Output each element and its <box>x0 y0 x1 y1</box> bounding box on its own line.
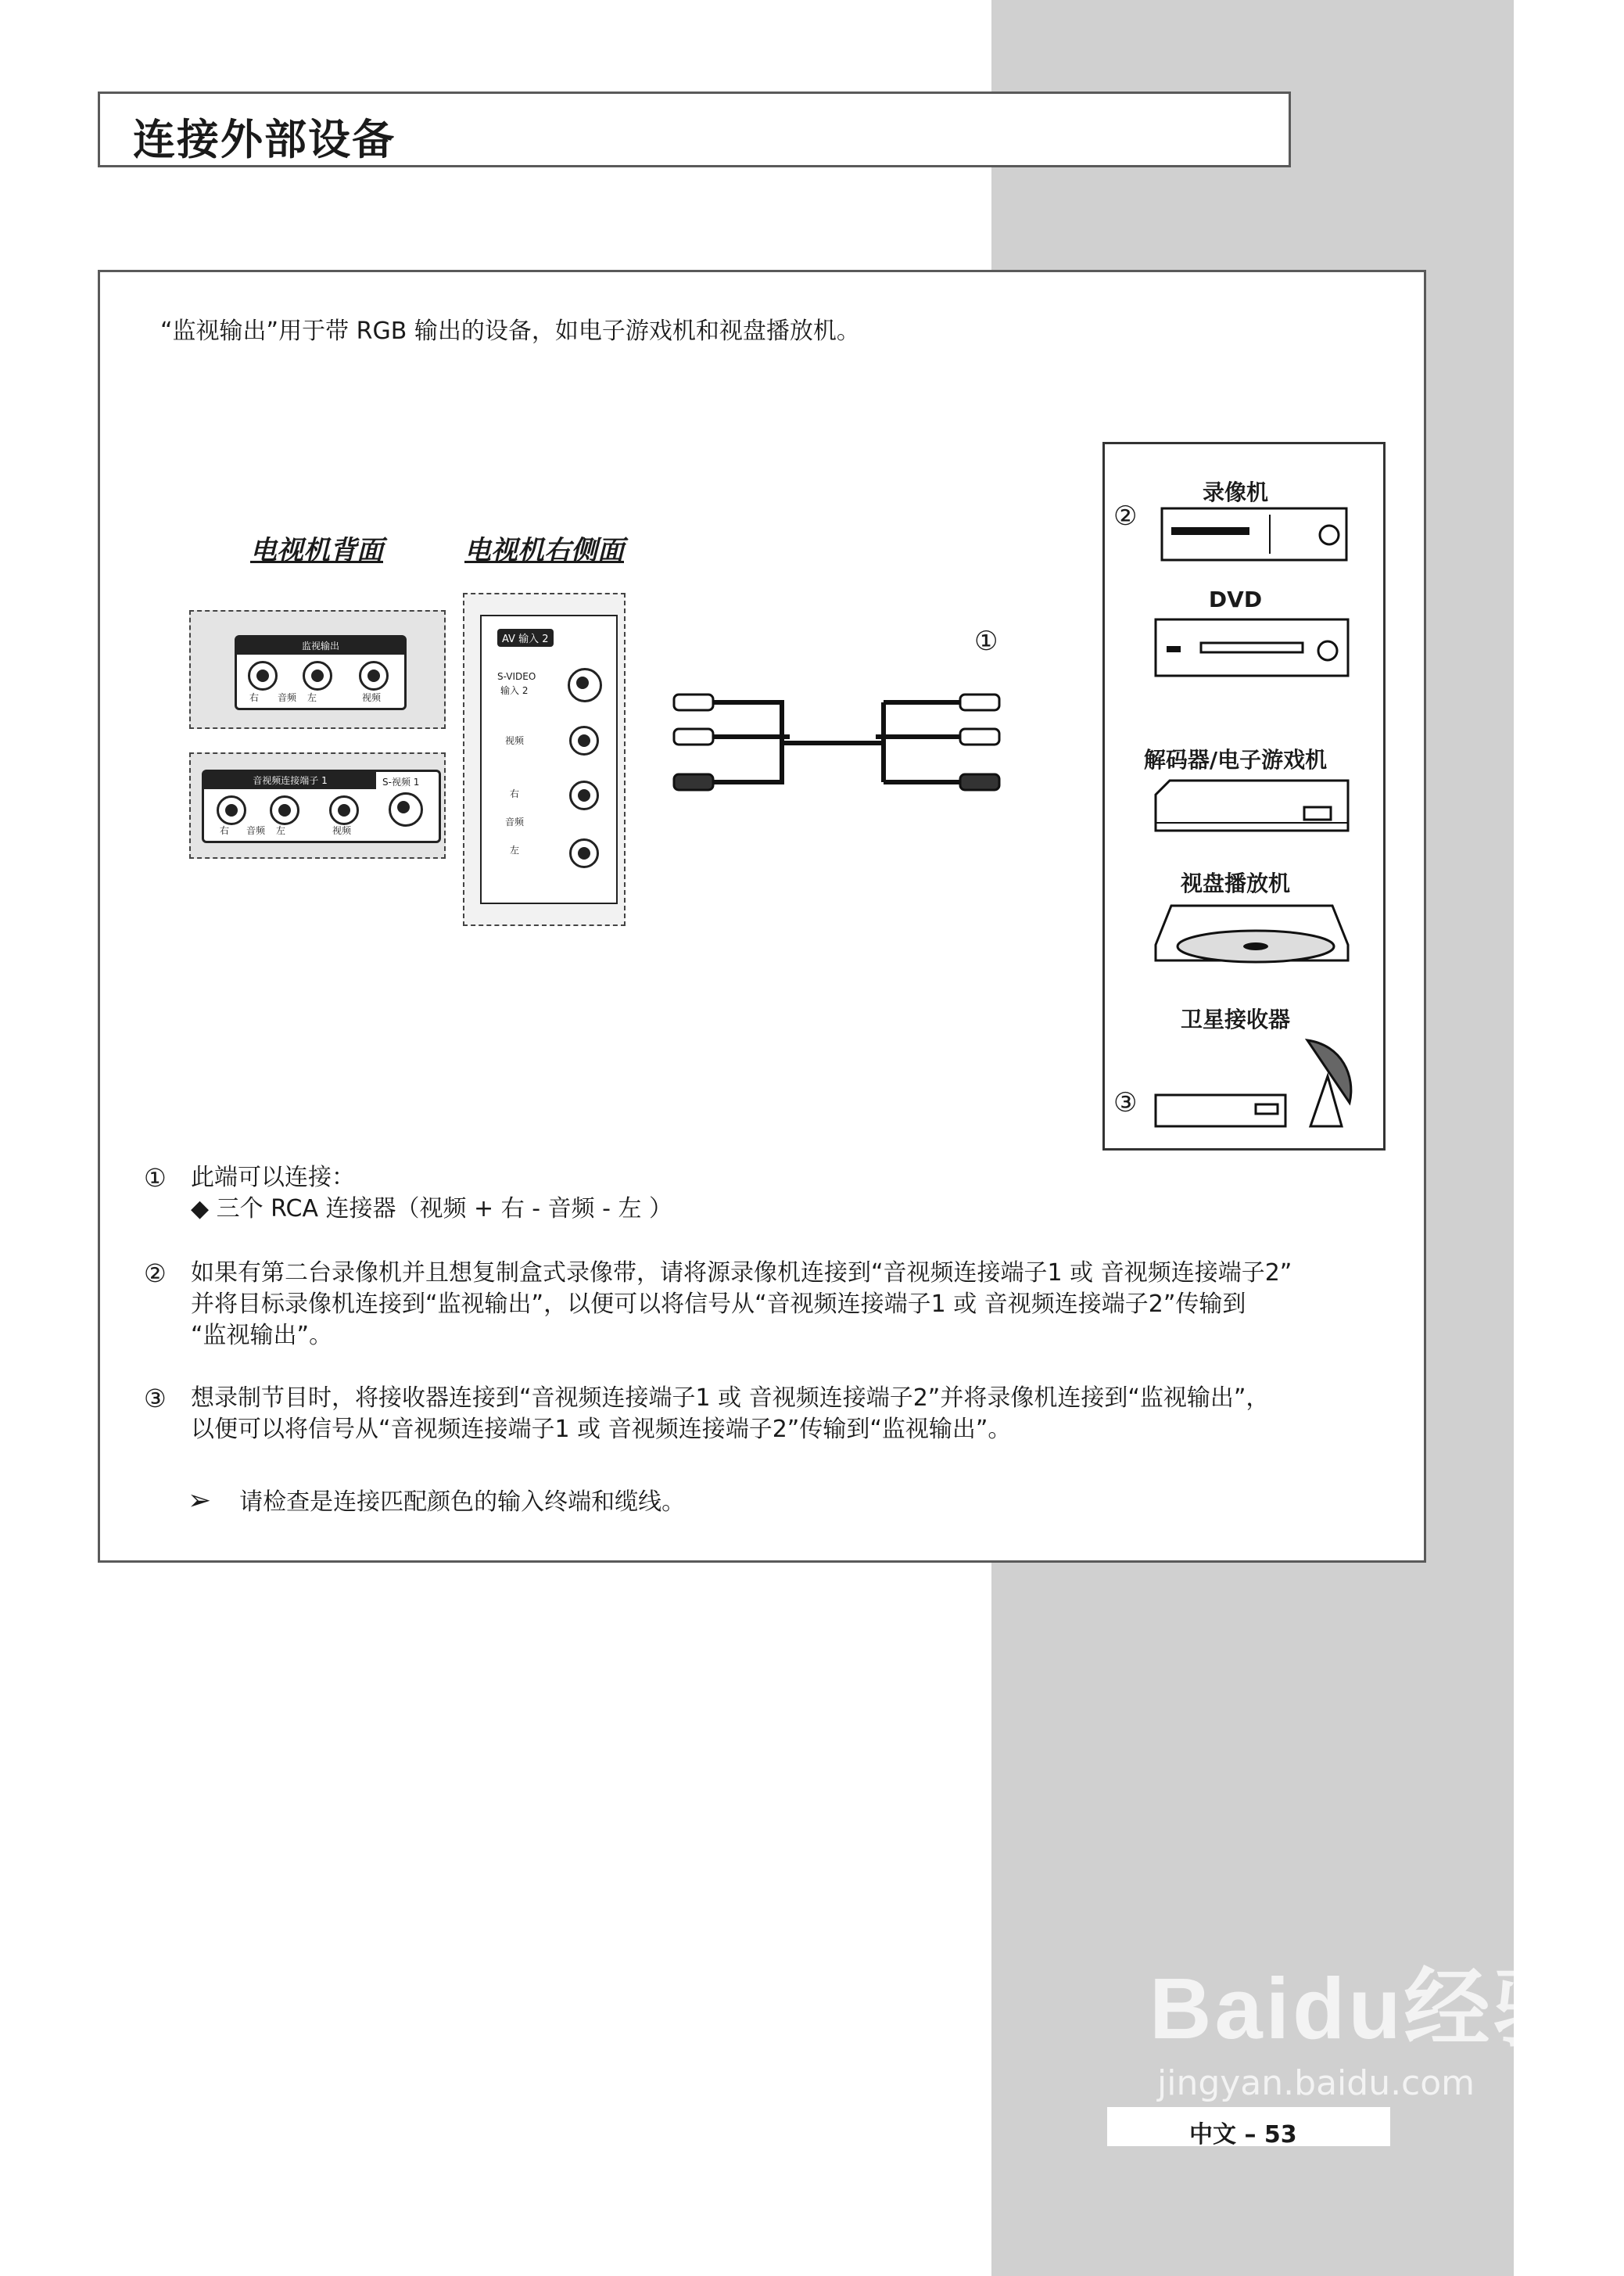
svideo1-jack <box>389 792 423 827</box>
av1-heading: 音视频连接端子 1 <box>204 772 376 789</box>
baidu-watermark <box>1149 1940 1583 2103</box>
av1-label-audio: 音频 <box>246 825 266 836</box>
av1-audio-left-jack <box>270 795 299 825</box>
video-jack <box>359 661 389 691</box>
svideo-label: S-VIDEO <box>497 671 536 682</box>
monitor-out-socket-group <box>235 635 407 710</box>
note-2-line-2: 并将目标录像机连接到“监视输出”，以便可以将信号从“音视频连接端子1 或 音视频连接端子2”传输到 <box>191 1291 1246 1318</box>
tv-back-label: 电视机背面 <box>250 535 383 566</box>
watermark-url: jingyan.baidu.com <box>1157 2063 1475 2103</box>
note-1-number: ① <box>144 1163 167 1193</box>
decoder-label: 解码器/电子游戏机 <box>1143 747 1328 773</box>
decoder-icon <box>1154 779 1350 834</box>
note-1-line-2: ◆ 三个 RCA 连接器（视频 + 右 - 音频 - 左 ） <box>191 1195 673 1222</box>
page-number: 中文 – 53 <box>1189 2121 1297 2149</box>
disc-player-icon <box>1154 898 1350 964</box>
av1-label-video: 视频 <box>332 825 352 836</box>
satellite-receiver-icon <box>1154 1029 1365 1131</box>
dvd-player-icon <box>1154 618 1350 677</box>
side-video-jack <box>569 726 599 756</box>
side-panel-face <box>480 615 618 904</box>
svideo2-jack <box>568 668 602 702</box>
video-label: 视频 <box>505 735 525 746</box>
label-right: 右 <box>249 692 260 703</box>
device-marker-3: ③ <box>1113 1087 1138 1118</box>
av1-socket-group <box>202 770 441 843</box>
av1-video-jack <box>329 795 359 825</box>
label-video: 视频 <box>362 692 382 703</box>
av1-label-right: 右 <box>220 825 230 836</box>
side-audio-right-jack <box>569 781 599 810</box>
note-1-line-1: 此端可以连接： <box>191 1164 355 1191</box>
av1-audio-right-jack <box>217 795 246 825</box>
note-2-line-1: 如果有第二台录像机并且想复制盒式录像带，请将源录像机连接到“音视频连接端子1 或 音视频连接端子2” <box>191 1259 1292 1287</box>
av2-badge: AV 输入 2 <box>497 629 554 647</box>
rca-cable-diagram <box>665 680 1009 806</box>
audio-left-jack <box>303 661 332 691</box>
dvd-label: DVD <box>1208 587 1263 612</box>
vcr-label: 录像机 <box>1202 479 1268 505</box>
note-2-line-3: “监视输出”。 <box>191 1322 333 1349</box>
back-panel-av1 <box>189 752 446 859</box>
back-panel-monitor-out <box>189 610 446 729</box>
page-number-box <box>1107 2107 1390 2149</box>
note-3-line-1: 想录制节目时，将接收器连接到“音视频连接端子1 或 音视频连接端子2”并将录像机连接到“监视输出”， <box>191 1384 1270 1412</box>
label-audio: 音频 <box>278 692 297 703</box>
side-left-label: 左 <box>510 845 520 856</box>
side-audio-label: 音频 <box>505 817 525 827</box>
side-panel-av2 <box>463 593 626 926</box>
side-audio-left-jack <box>569 838 599 868</box>
audio-right-jack <box>248 661 278 691</box>
label-left: 左 <box>307 692 317 703</box>
monitor-out-heading: 监视输出 <box>237 637 404 655</box>
av1-label-left: 左 <box>276 825 286 836</box>
disc-player-label: 视盘播放机 <box>1180 871 1290 896</box>
device-marker-2: ② <box>1113 501 1138 532</box>
note-3-line-2: 以便可以将信号从“音视频连接端子1 或 音视频连接端子2”传输到“监视输出”。 <box>191 1416 1012 1443</box>
note-3-number: ③ <box>144 1384 167 1413</box>
vcr-icon <box>1160 507 1348 562</box>
tv-side-label: 电视机右侧面 <box>464 535 624 566</box>
tip <box>188 1482 685 1517</box>
cable-marker: ① <box>974 626 998 657</box>
page-title: 连接外部设备 <box>133 115 396 164</box>
tip-arrow-icon: ➢ <box>188 1484 212 1517</box>
svideo-input2-label: 输入 2 <box>500 685 529 696</box>
svideo1-heading: S-视频 1 <box>382 777 420 788</box>
satellite-label: 卫星接收器 <box>1180 1007 1290 1032</box>
tip-text: 请检查是连接匹配颜色的输入终端和缆线。 <box>239 1488 686 1516</box>
note-2-number: ② <box>144 1258 167 1288</box>
title-box <box>98 92 1291 167</box>
side-right-label: 右 <box>510 788 520 799</box>
watermark-brand: Baidu经验 <box>1149 1961 1583 2057</box>
intro-text: “监视输出”用于带 RGB 输出的设备，如电子游戏机和视盘播放机。 <box>160 318 860 345</box>
